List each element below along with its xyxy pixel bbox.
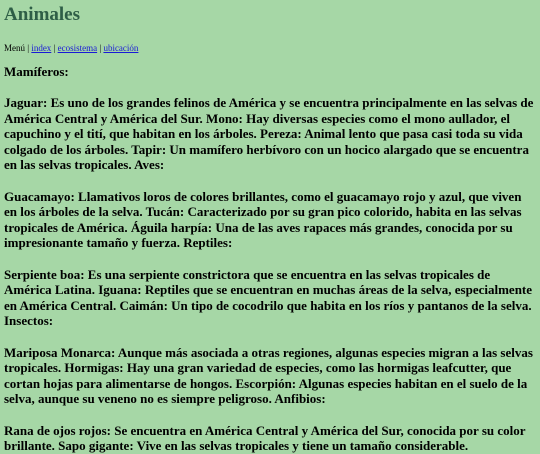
nav-link-ecosistema[interactable]: ecosistema [57, 43, 98, 53]
nav-link-index[interactable]: index [31, 43, 52, 53]
nav-separator: | [27, 43, 30, 53]
section-heading-mamiferos: Mamíferos: [4, 64, 69, 79]
page-title: Animales [4, 4, 80, 25]
paragraph-reptiles: Serpiente boa: Es una serpiente constrictora que se encuentra en las selvas tropicales de América Latina. Iguana: Reptiles que se encuentran en muchas áreas de la selva, especialmente en América Central. Caimán: Un tipo de cocodrilo que habita en los ríos y pantanos de la selva. Insectos: [4, 266, 533, 328]
paragraph-mamiferos: Jaguar: Es uno de los grandes felinos de América y se encuentra principalmente en las selvas de América Central y América del Sur. Mono: Hay diversas especies como el mono aullador, el capuchino y el tití, que habitan en los árboles. Pereza: Animal lento que pasa casi toda su vida colgado de los árboles. Tapir: Un mamífero herbívoro con un hocico alargado que se encuentra en las selvas tropicales. Aves: [4, 95, 534, 172]
nav-link-ubicacion[interactable]: ubicación [103, 43, 139, 53]
paragraph-insectos: Mariposa Monarca: Aunque más asociada a otras regiones, algunas especies migran a las selvas tropicales. Hormigas: Hay una gran variedad de especies, como las hormigas leafcutter, que cortan hojas para alimentarse de hongos. Escorpión: Algunas especies habitan en el suelo de la selva, aunque su veneno no es siempre peligroso. Anfibios: [4, 344, 533, 406]
paragraph-aves: Guacamayo: Llamativos loros de colores brillantes, como el guacamayo rojo y azul, que viven en los árboles de la selva. Tucán: Caracterizado por su gran pico colorido, habita en las selvas tropicales de América. Águila harpía: Una de las aves rapaces más grandes, conocida por su impresionante tamaño y fuerza. Reptiles: [4, 188, 522, 250]
paragraph-anfibios: Rana de ojos rojos: Se encuentra en América Central y América del Sur, conocida por su color brillante. Sapo gigante: Vive en las selvas tropicales y tiene un tamaño considerable. [4, 422, 526, 453]
nav-separator: | [53, 43, 56, 53]
nav-separator: | [99, 43, 102, 53]
nav-menu [4, 42, 536, 54]
nav-menu-label: Menú [4, 43, 25, 53]
